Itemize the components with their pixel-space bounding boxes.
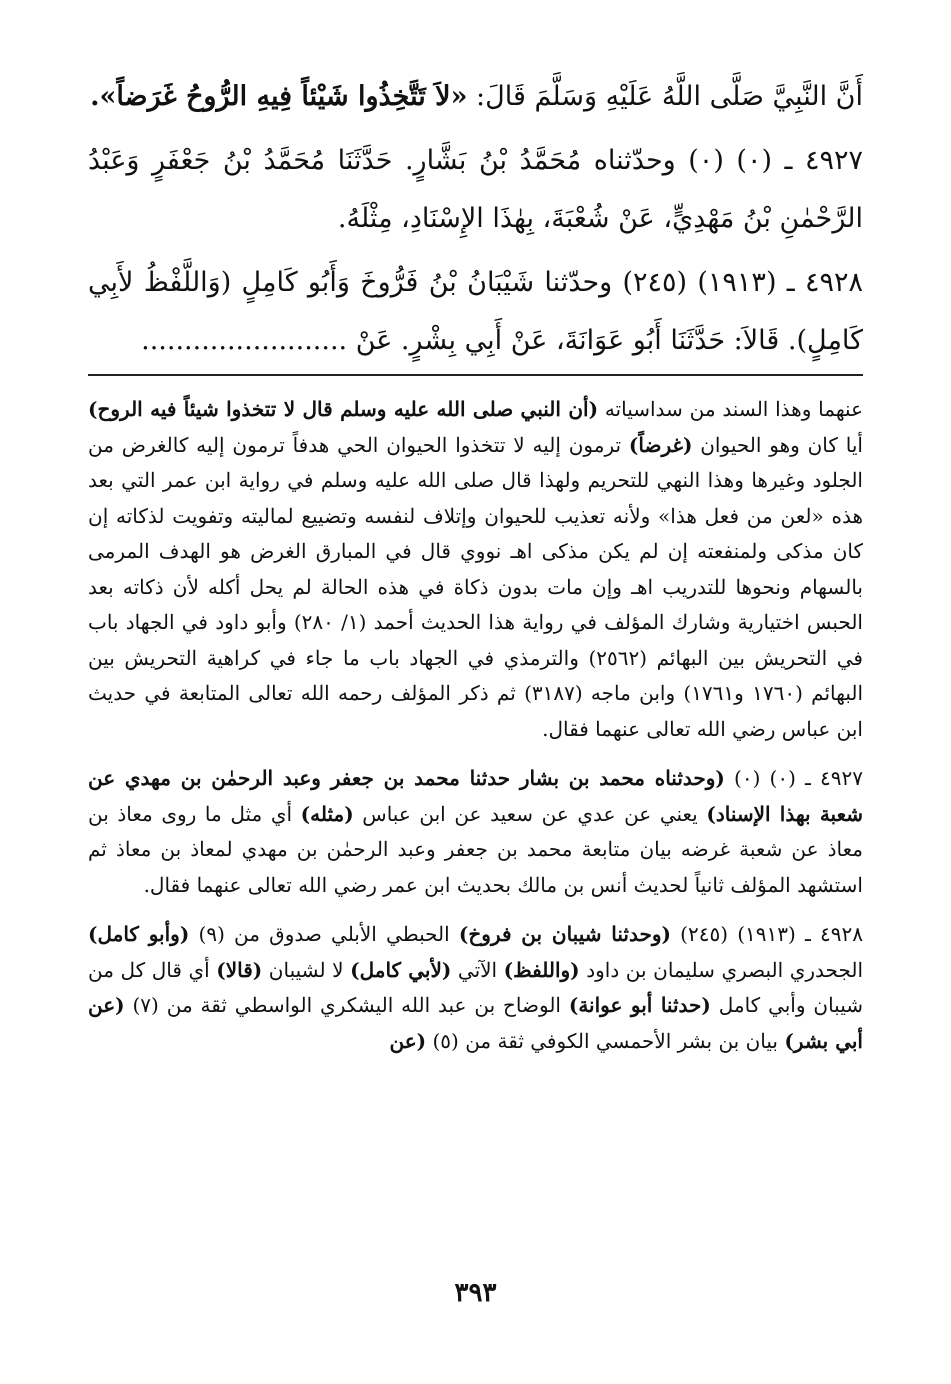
commentary-segment: عنهما وهذا السند من سداسياته xyxy=(598,397,864,421)
commentary-quoted-segment: (قالا) xyxy=(216,957,263,982)
commentary-quoted-segment: (أن النبي صلى الله عليه وسلم قال لا تتخذوا شيئاً فيه الروح) xyxy=(88,397,599,421)
hadith-narration: أَنَّ النَّبِيَّ صَلَّى اللَّهُ عَلَيْهِ وَسَلَّمَ قَالَ: xyxy=(467,81,863,112)
commentary-quoted-segment: (غرضاً) xyxy=(628,432,693,457)
commentary-quoted-segment: (لأبي كامل) xyxy=(350,957,452,982)
commentary-quoted-segment: (عن xyxy=(389,1028,427,1053)
commentary-segment: الوضاح بن عبد الله اليشكري الواسطي ثقة من (٧) xyxy=(124,993,569,1017)
commentary-segment: ٤٩٢٨ ـ (١٩١٣) (٢٤٥) xyxy=(670,922,863,946)
hadith-quote: «لاَ تَتَّخِذُوا شَيْئاً فِيهِ الرُّوحُ غَرَضاً». xyxy=(90,81,468,112)
commentary-quoted-segment: (حدثنا أبو عوانة) xyxy=(568,993,711,1017)
commentary-segment: الآتي xyxy=(451,957,504,982)
commentary-segment: الجحدري البصري سليمان بن داود xyxy=(579,957,864,982)
commentary-quoted-segment: (واللفظ) xyxy=(503,957,580,982)
hadith-paragraph-1 xyxy=(88,68,863,126)
footnote-separator xyxy=(88,374,863,376)
commentary-quoted-segment: (وأبو كامل) xyxy=(88,922,190,946)
commentary-segment: أي مثل ما روى معاذ بن معاذ عن شعبة غرضه بيان متابعة محمد بن جعفر وعبد الرحمٰن بن مهدي لمعاذ بن معاذ ثم استشهد المؤلف ثانياً لحديث أنس بن مالك بحديث ابن عمر رضي الله تعالى عنهما فقال. xyxy=(88,801,863,897)
commentary-segment: ترمون إليه لا تتخذوا الحيوان الحي هدفاً ترمون إليه كالغرض من الجلود وغيرها وهذا النهي للتحريم ولهذا قال صلى الله عليه وسلم في رواية ابن عمر التي بعد هذه «لعن من فعل هذا» ولأنه تعذيب للحيوان وإتلاف لنفسه وتضييع لماليته وتفويت لذكاته إن كان مذكى ولمنفعته إن لم يكن مذكى اهـ نووي قال في المبارق الغرض هو الهدف المرمى بالسهام ونحوها للتدريب اهـ وإن مات بدون ذكاة في هذه الحالة لم يحل أكله لأن ذكاته بعد الحبس اختيارية وشارك المؤلف في رواية هذا الحديث أحمد (١/ ٢٨٠) وأبو داود في الجهاد باب في التحريش بين البهائم (٢٥٦٢) والترمذي في الجهاد باب ما جاء في كراهية التحريش بين البهائم (١٧٦٠ و١٧٦١) وابن ماجه (٣١٨٧) ثم ذكر المؤلف رحمه الله تعالى المتابعة في حديث ابن عباس رضي الله تعالى عنهما فقال. xyxy=(88,432,864,741)
commentary-quoted-segment: (وحدثناه محمد بن بشار حدثنا محمد بن جعفر وعبد الرحمٰن بن مهدي عن شعبة بهذا الإسناد) xyxy=(88,766,863,826)
commentary-segment: أي قال كل من شيبان وأبي كامل xyxy=(88,957,863,1017)
commentary-quoted-segment: (عن أبي بشر) xyxy=(88,993,863,1053)
hadith-paragraph-2: ٤٩٢٧ ـ (٠) (٠) وحدّثناه مُحَمَّدُ بْنُ بَشَّارٍ. حَدَّثَنَا مُحَمَّدُ بْنُ جَعْفَرٍ وَعَبْدُ الرَّحْمٰنِ بْنُ مَهْدِيٍّ، عَنْ شُعْبَةَ، بِهٰذَا الإِسْنَادِ، مِثْلَهُ. xyxy=(88,145,864,234)
commentary-segment: يعني عن عدي عن سعيد عن ابن عباس xyxy=(353,801,707,826)
commentary-quoted-segment: (وحدثنا شيبان بن فروخ) xyxy=(458,922,671,946)
commentary-segment: لا لشيبان xyxy=(262,957,351,982)
commentary-segment: الحبطي الأبلي صدوق من (٩) xyxy=(189,922,459,946)
hadith-text xyxy=(88,68,863,376)
book-page xyxy=(88,0,863,1384)
page-number: ٣٩٣ xyxy=(454,1278,497,1308)
commentary-paragraph-2 xyxy=(88,761,863,903)
commentary-segment: أيا كان وهو الحيوان xyxy=(692,432,863,457)
commentary-segment: بيان بن بشر الأحمسي الكوفي ثقة من (٥) xyxy=(426,1028,785,1053)
commentary-paragraph-1 xyxy=(88,392,863,747)
commentary-quoted-segment: (مثله) xyxy=(300,801,354,826)
hadith-paragraph-3: ٤٩٢٨ ـ (١٩١٣) (٢٤٥) وحدّثنا شَيْبَانُ بْنُ فَرُّوخَ وَأَبُو كَامِلٍ (وَاللَّفْظُ لأَبِي كَامِلٍ). قَالاَ: حَدَّثَنَا أَبُو عَوَانَةَ، عَنْ أَبِي بِشْرٍ. عَنْ ........................ xyxy=(88,267,864,356)
commentary-text xyxy=(88,392,863,1073)
commentary-segment: ٤٩٢٧ ـ (٠) (٠) xyxy=(724,766,863,790)
commentary-paragraph-3 xyxy=(88,917,863,1059)
